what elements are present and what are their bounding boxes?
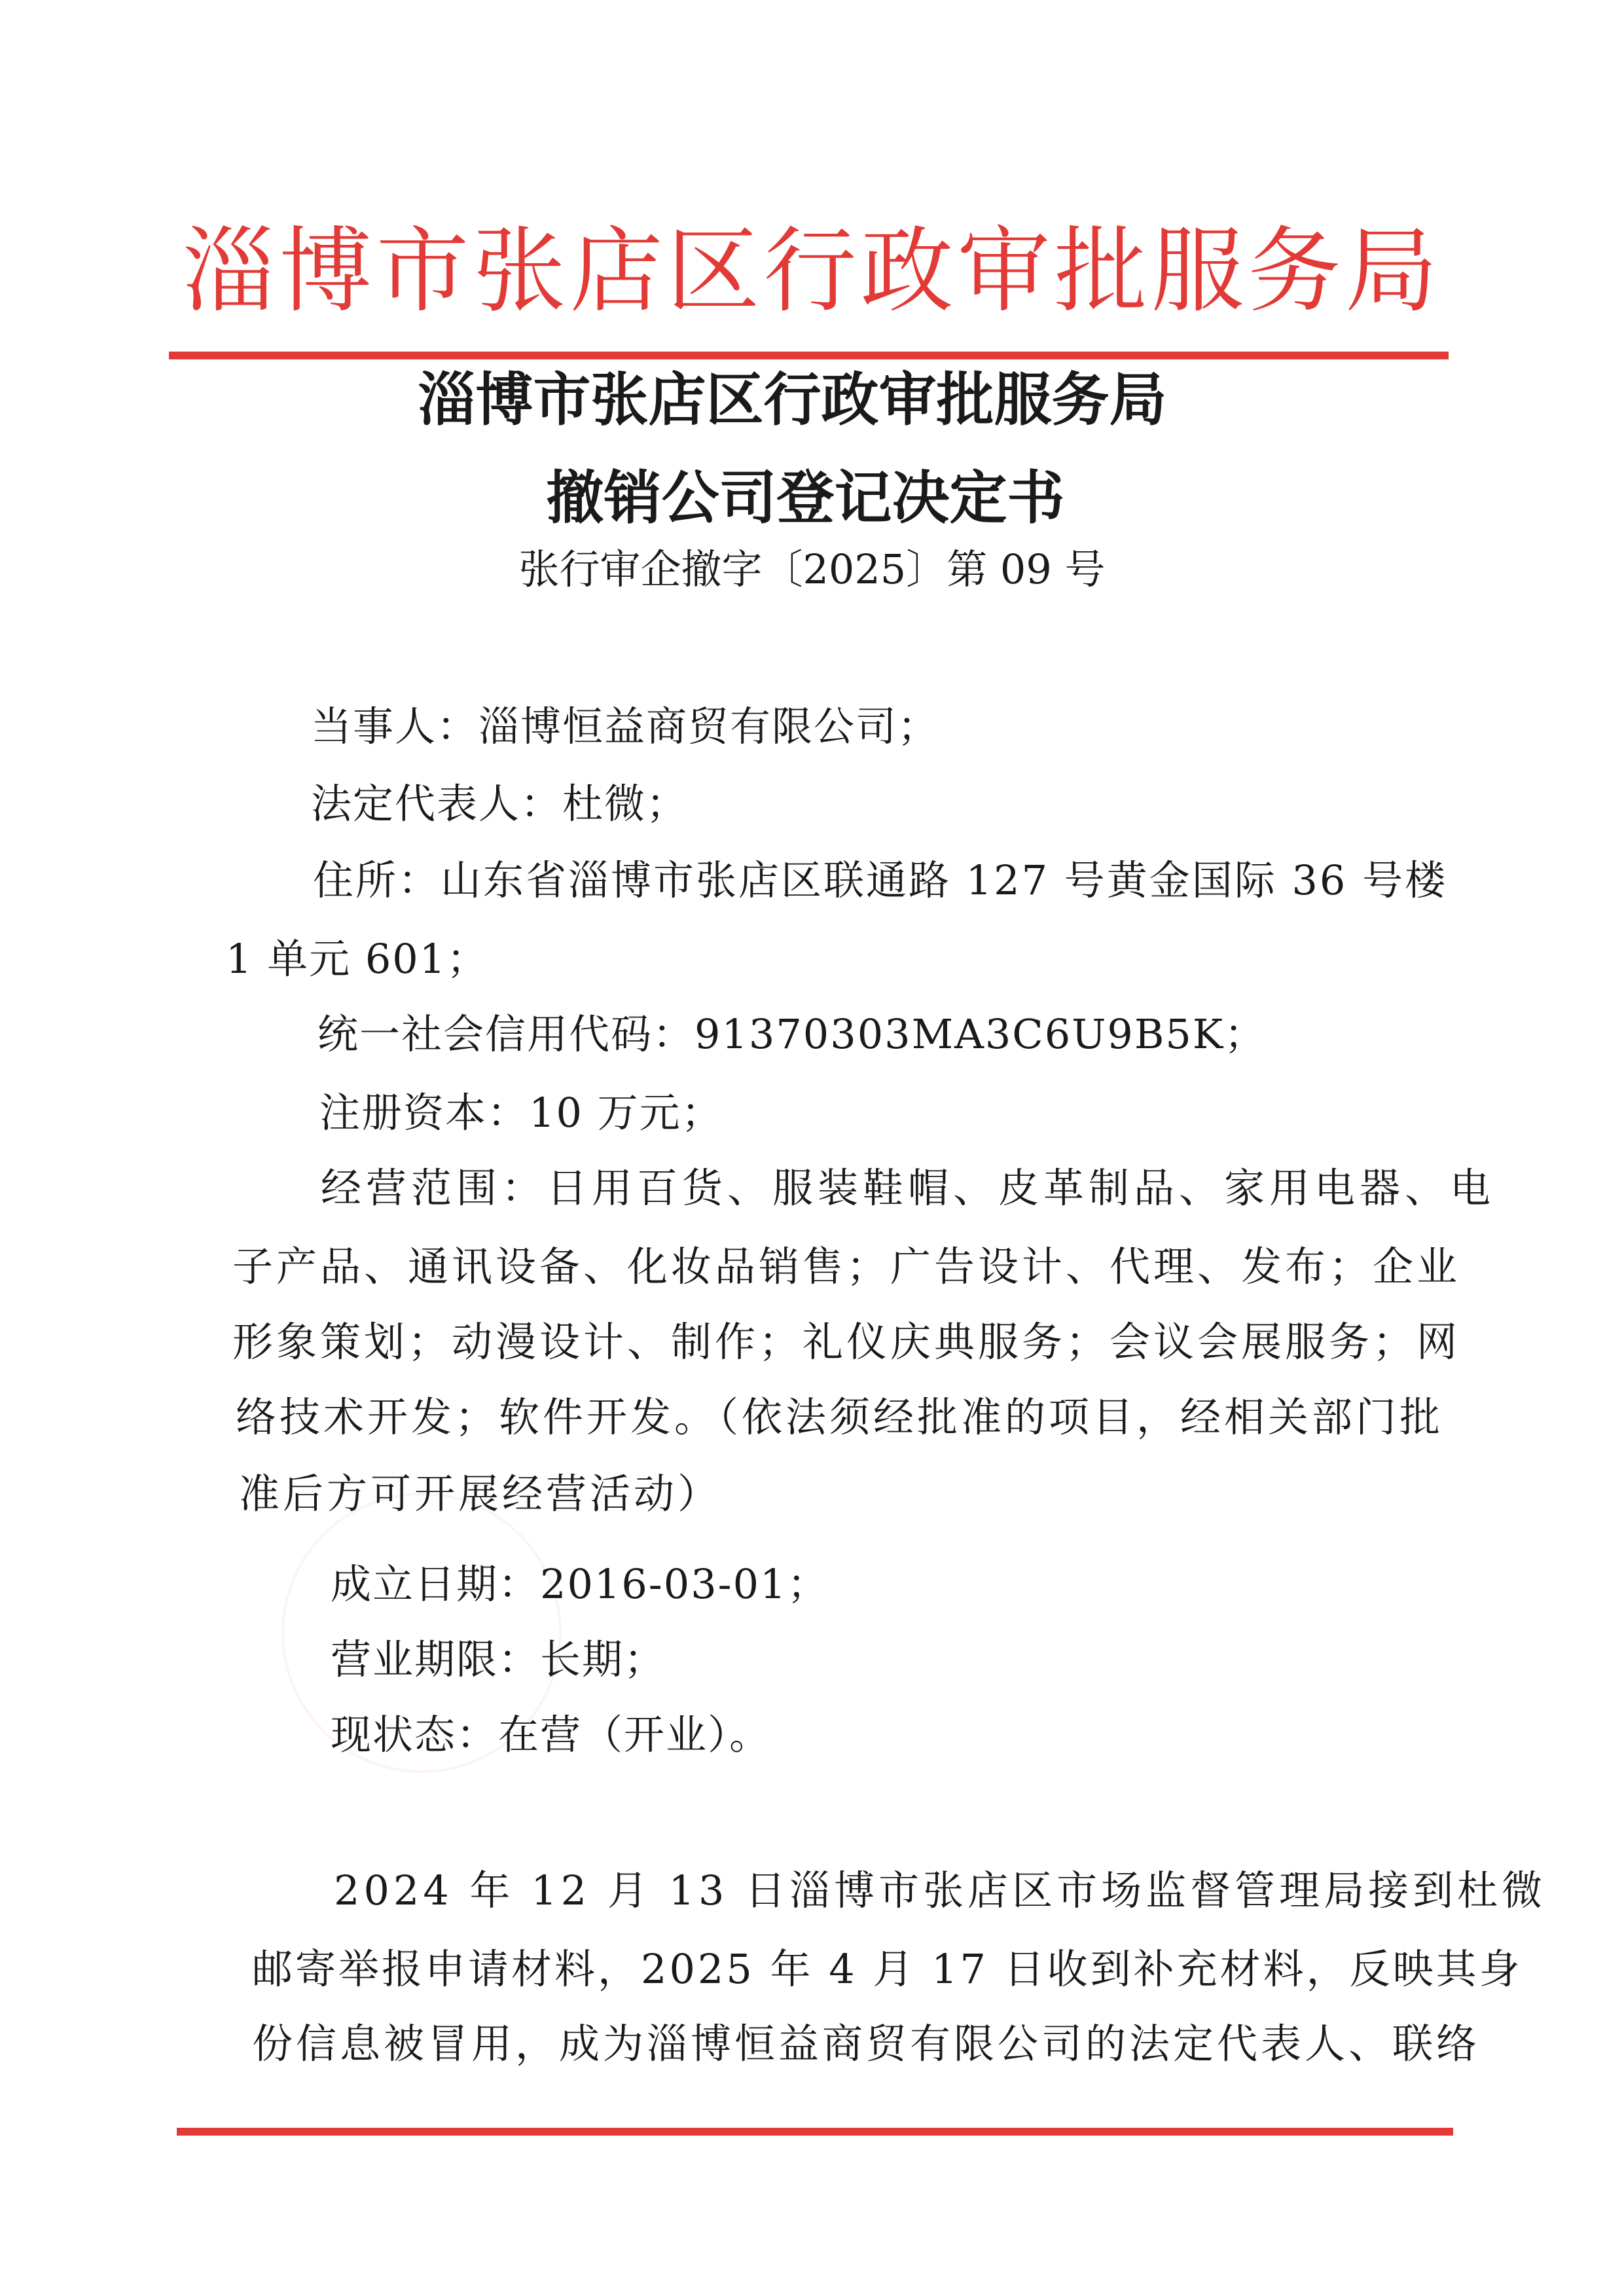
- scope-line-4: 络技术开发；软件开发。（依法须经批准的项目，经相关部门批: [236, 1393, 1444, 1441]
- address-row: [313, 854, 1447, 907]
- credit-code-value: 91370303MA3C6U9B5K；: [695, 1010, 1267, 1058]
- term-value: 长期；: [540, 1635, 666, 1683]
- status-row: [331, 1709, 771, 1761]
- scope-line-1: 日用百货、服装鞋帽、皮革制品、家用电器、电: [547, 1164, 1496, 1212]
- credit-code-label: 统一社会信用代码：: [317, 1010, 695, 1058]
- address-label: 住所：: [313, 856, 441, 904]
- status-value: 在营（开业）。: [498, 1711, 772, 1758]
- term-row: [331, 1633, 666, 1686]
- body-line-2: 邮寄举报申请材料，2025 年 4 月 17 日收到补充材料，反映其身: [252, 1945, 1523, 1993]
- scope-label: 经营范围：: [321, 1164, 547, 1212]
- established-value: 2016-03-01；: [540, 1560, 829, 1608]
- top-red-rule: [169, 352, 1449, 359]
- legal-rep-row: [311, 778, 688, 830]
- legal-rep-value: 杜微；: [562, 780, 689, 828]
- scope-line-2: 子产品、通讯设备、化妆品销售；广告设计、代理、发布；企业: [232, 1243, 1461, 1290]
- address-value-line1: 山东省淄博市张店区联通路 127 号黄金国际 36 号楼: [441, 856, 1448, 904]
- bottom-red-rule: [177, 2128, 1453, 2136]
- established-row: [331, 1558, 829, 1611]
- term-label: 营业期限：: [331, 1635, 541, 1683]
- scope-row: [321, 1162, 1495, 1214]
- status-label: 现状态：: [331, 1711, 499, 1758]
- party-row: [311, 701, 939, 753]
- document-title-agency: 淄博市张店区行政审批服务局: [418, 365, 1167, 433]
- address-row-continued: [226, 933, 488, 985]
- capital-value: 10 万元；: [529, 1089, 723, 1137]
- masthead-agency-name: 淄博市张店区行政审批服务局: [182, 217, 1442, 325]
- address-value-line2: 1 单元 601；: [226, 935, 489, 983]
- document-title-decision: 撤销公司登记决定书: [546, 464, 1065, 532]
- party-label: 当事人：: [311, 702, 479, 750]
- scope-line-5: 准后方可开展经营活动）: [239, 1470, 722, 1518]
- capital-label: 注册资本：: [319, 1089, 530, 1137]
- legal-rep-label: 法定代表人：: [311, 780, 563, 828]
- body-line-3: 份信息被冒用，成为淄博恒益商贸有限公司的法定代表人、联络: [252, 2020, 1481, 2068]
- capital-row: [319, 1087, 723, 1139]
- scope-line-3: 形象策划；动漫设计、制作；礼仪庆典服务；会议会展服务；网: [232, 1318, 1461, 1366]
- party-value: 淄博恒益商贸有限公司；: [478, 702, 940, 750]
- credit-code-row: [317, 1008, 1266, 1061]
- established-label: 成立日期：: [331, 1560, 541, 1608]
- body-line-1: 2024 年 12 月 13 日淄博市张店区市场监督管理局接到杜微: [334, 1867, 1547, 1914]
- document-number: 张行审企撤字〔2025〕第 09 号: [518, 545, 1106, 593]
